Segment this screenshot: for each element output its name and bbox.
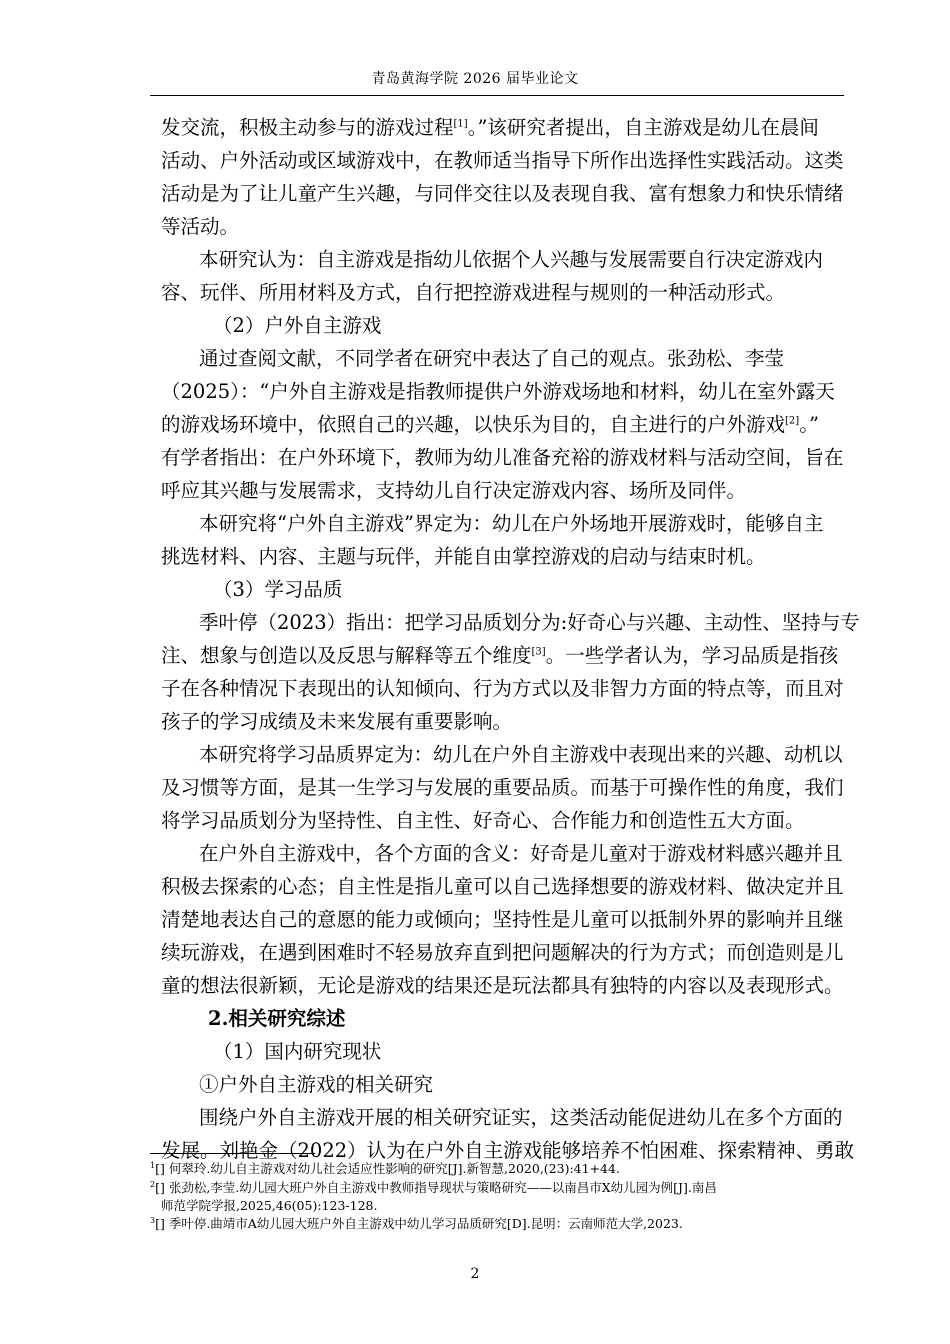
footnote-3: $^3$[] 季叶停.曲靖市A幼儿园大班户外自主游戏中幼儿学习品质研究[D].昆明：云南师范大学,2023. bbox=[150, 1215, 683, 1231]
section-heading: 2.相关研究综述 bbox=[208, 1007, 346, 1030]
body-line: 活动是为了让儿童产生兴趣，与同伴交往以及表现自我、富有想象力和快乐情绪 bbox=[161, 182, 844, 205]
page-header-title: 青岛黄海学院 2026 届毕业论文 bbox=[371, 71, 579, 87]
body-line: （2025）：“户外自主游戏是指教师提供户外游戏场地和材料，幼儿在室外露天 bbox=[161, 380, 835, 403]
body-line: 容、玩伴、所用材料及方式，自行把控游戏进程与规则的一种活动形式。 bbox=[161, 281, 786, 304]
body-line: 季叶停（2023）指出：把学习品质划分为:好奇心与兴趣、主动性、坚持与专 bbox=[199, 611, 860, 634]
body-line: 有学者指出：在户外环境下，教师为幼儿准备充裕的游戏材料与活动空间，旨在 bbox=[161, 446, 844, 469]
body-line: 童的想法很新颖，无论是游戏的结果还是玩法都具有独特的内容以及表现形式。 bbox=[161, 974, 844, 997]
body-line: 围绕户外自主游戏开展的相关研究证实，这类活动能促进幼儿在多个方面的 bbox=[199, 1106, 843, 1129]
citation-ref: [2] bbox=[785, 415, 800, 427]
subheading: （1）国内研究现状 bbox=[213, 1040, 382, 1063]
footnote-1: $^1$[] 何翠玲.幼儿自主游戏对幼儿社会适应性影响的研究[J].新智慧,2020,(23):41+44. bbox=[150, 1160, 620, 1176]
body-line: 等活动。 bbox=[161, 215, 240, 238]
body-line: 的游戏场环境中，依照自己的兴趣，以快乐为目的，自主进行的户外游戏[2]。” bbox=[161, 413, 819, 436]
subheading: （3）学习品质 bbox=[213, 578, 343, 601]
body-line: 通过查阅文献，不同学者在研究中表达了自己的观点。张劲松、李莹 bbox=[199, 347, 785, 370]
footnote-2-continued: 师范学院学报,2025,46(05):123-128. bbox=[161, 1198, 378, 1213]
body-line: 本研究将学习品质界定为：幼儿在户外自主游戏中表现出来的兴趣、动机以 bbox=[199, 743, 843, 766]
body-line: 发交流，积极主动参与的游戏过程[1]。”该研究者提出，自主游戏是幼儿在晨间 bbox=[161, 116, 819, 139]
body-line: 续玩游戏，在遇到困难时不轻易放弃直到把问题解决的行为方式；而创造则是儿 bbox=[161, 941, 844, 964]
body-line: 及习惯等方面，是其一生学习与发展的重要品质。而基于可操作性的角度，我们 bbox=[161, 776, 844, 799]
body-line: 孩子的学习成绩及未来发展有重要影响。 bbox=[161, 710, 513, 733]
body-line: 发展。刘艳金（2022）认为在户外自主游戏能够培养不怕困难、探索精神、勇敢 bbox=[161, 1139, 855, 1162]
body-line: 清楚地表达自己的意愿的能力或倾向；坚持性是儿童可以抵制外界的影响并且继 bbox=[161, 908, 844, 931]
body-line: 子在各种情况下表现出的认知倾向、行为方式以及非智力方面的特点等，而且对 bbox=[161, 677, 844, 700]
subheading: （2）户外自主游戏 bbox=[213, 314, 382, 337]
citation-ref: [1] bbox=[453, 118, 468, 130]
body-line: 将学习品质划分为坚持性、自主性、好奇心、合作能力和创造性五大方面。 bbox=[161, 809, 805, 832]
footnote-2: $^2$[] 张劲松,李莹.幼儿园大班户外自主游戏中教师指导现状与策略研究——以南昌市X幼儿园为例[J].南昌 bbox=[150, 1179, 717, 1195]
body-line: 在户外自主游戏中，各个方面的含义：好奇是儿童对于游戏材料感兴趣并且 bbox=[199, 842, 843, 865]
body-line: 积极去探索的心态；自主性是指儿童可以自己选择想要的游戏材料、做决定并且 bbox=[161, 875, 844, 898]
header-rule bbox=[150, 95, 844, 96]
body-line: 挑选材料、内容、主题与玩伴，并能自由掌控游戏的启动与结束时机。 bbox=[161, 545, 766, 568]
body-line: 活动、户外活动或区域游戏中，在教师适当指导下所作出选择性实践活动。这类 bbox=[161, 149, 844, 172]
page-number: 2 bbox=[470, 1266, 480, 1282]
body-line: 注、想象与创造以及反思与解释等五个维度[3]。一些学者认为，学习品质是指孩 bbox=[161, 644, 839, 667]
list-item-heading: ①户外自主游戏的相关研究 bbox=[199, 1073, 434, 1096]
body-line: 本研究将“户外自主游戏”界定为：幼儿在户外场地开展游戏时，能够自主 bbox=[199, 512, 824, 535]
body-line: 本研究认为：自主游戏是指幼儿依据个人兴趣与发展需要自行决定游戏内 bbox=[199, 248, 824, 271]
body-line: 呼应其兴趣与发展需求，支持幼儿自行决定游戏内容、场所及同伴。 bbox=[161, 479, 747, 502]
footnote-rule bbox=[150, 1153, 315, 1154]
citation-ref: [3] bbox=[531, 646, 546, 658]
